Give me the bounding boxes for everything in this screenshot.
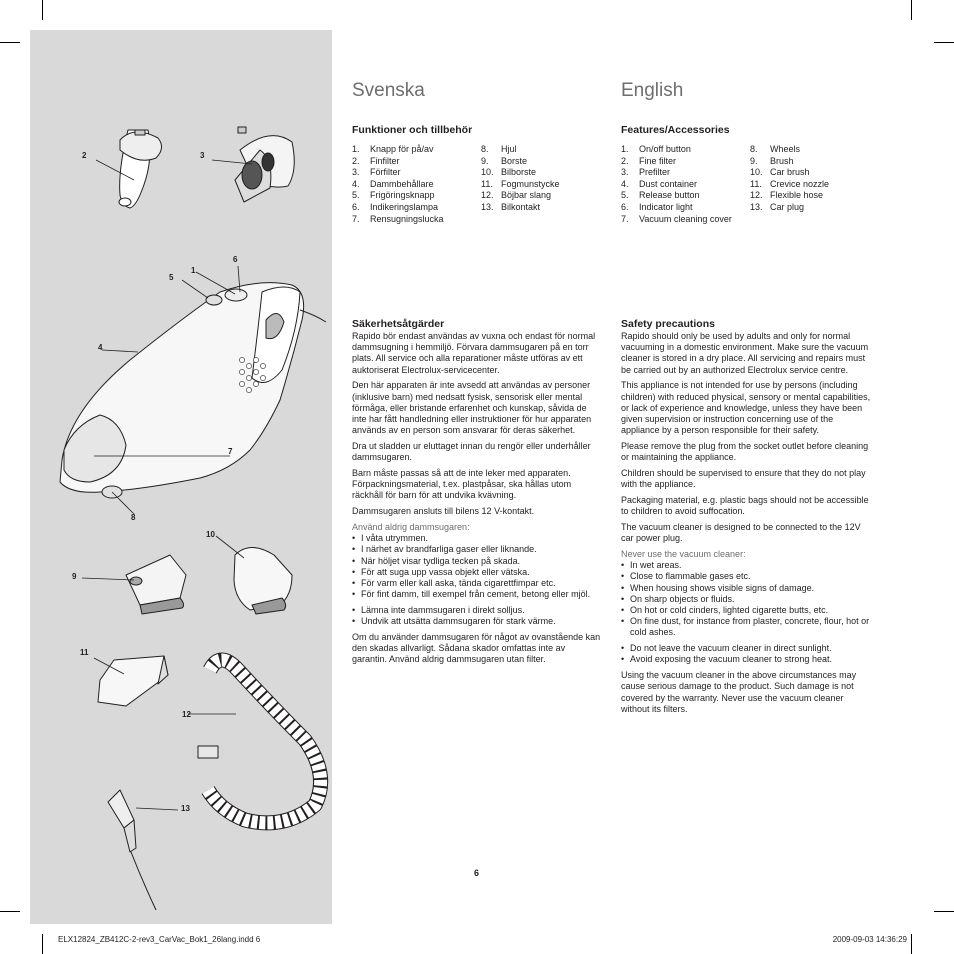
paragraph: Om du använder dammsugaren för något av ovanstående kan den skadas allvarligt. Sådana skador omfattas inte av garantin. Använd aldrig dammsugaren utan filter. (352, 632, 601, 665)
callout-3: 3 (200, 151, 205, 160)
svenska-features-list-right (481, 144, 560, 214)
never-use-heading: Never use the vacuum cleaner: (621, 549, 746, 560)
callout-8: 8 (131, 513, 136, 522)
english-safety-text (621, 331, 871, 720)
list-item: 7. Vacuum cleaning cover (621, 213, 732, 224)
paragraph: Using the vacuum cleaner in the above circumstances may cause serious damage to the product. Such damage is not covered by the warranty. Never use the vacuum cleaner without its filters. (621, 670, 857, 714)
list-item: 12. Böjbar slang (481, 190, 552, 201)
illustration-panel (30, 30, 332, 924)
prefilter-illustration (235, 127, 294, 202)
paragraph: This appliance is not intended for use by persons (including children) with reduced physical, sensory or mental capabilities, or lack of experience and knowledge, unless they have been given supervision or instruction concerning use of the appliance by a person responsible for their safety. (621, 380, 871, 436)
list-item: • För fint damm, till exempel från cement, betong eller mjöl. (352, 589, 602, 600)
crop-mark (934, 911, 954, 912)
callout-12: 12 (182, 710, 191, 719)
list-item: • On fine dust, for instance from plaster, concrete, flour, hot or cold ashes. (621, 616, 871, 638)
crop-mark (42, 0, 43, 20)
list-item: • När höljet visar tydliga tecken på skada. (352, 556, 602, 567)
bullet-list (352, 605, 602, 627)
list-item: 1. Knapp för på/av (352, 144, 434, 154)
list-item: 13. Car plug (750, 201, 805, 212)
page-number: 6 (474, 868, 480, 878)
list-item: 3. Förfilter (352, 167, 401, 178)
list-item: • In wet areas. (621, 560, 871, 571)
list-item: 3. Prefilter (621, 167, 671, 178)
paragraph: Rapido bör endast användas av vuxna och endast för normal dammsugning i hemmiljö. Förvara dammsugaren på en torr plats. All service och alla reparationer måste utföras av ett auktoriserat Electrolux-servicecenter. (352, 331, 596, 375)
list-item: • Do not leave the vacuum cleaner in direct sunlight. (621, 643, 871, 654)
list-item: 11. Crevice nozzle (750, 178, 830, 189)
list-item: 4. Dust container (621, 178, 698, 189)
paragraph: Dra ut sladden ur eluttaget innan du rengör eller underhåller dammsugaren. (352, 441, 591, 463)
list-item: • Lämna inte dammsugaren i direkt solljus. (352, 605, 602, 616)
svenska-features-list-left (352, 144, 444, 225)
crop-mark (934, 42, 954, 43)
list-item: 7. Rensugningslucka (352, 213, 444, 224)
callout-4: 4 (98, 343, 103, 352)
list-item: 9. Borste (481, 155, 528, 166)
callout-5: 5 (169, 273, 174, 282)
svenska-safety-text (352, 331, 602, 670)
flexible-hose-illustration (198, 660, 321, 823)
list-item: 12. Flexible hose (750, 190, 824, 201)
crop-mark (911, 934, 912, 954)
fine-filter-illustration (119, 130, 162, 208)
list-item: 9. Brush (750, 155, 794, 166)
footer-timestamp: 2009-09-03 14:36:29 (832, 935, 907, 944)
list-item: 10. Car brush (750, 167, 810, 178)
callout-7: 7 (228, 447, 233, 456)
callout-11: 11 (80, 648, 89, 657)
paragraph: Rapido should only be used by adults and only for normal vacuuming in a domestic environment. Make sure the vacuum cleaner is stored in a dry place. All servicing and repairs must be carried out by an authorized Electrolux service centre. (621, 331, 869, 375)
vacuum-body-illustration (60, 283, 326, 498)
callout-10: 10 (206, 530, 215, 539)
crevice-nozzle-illustration (98, 656, 168, 706)
list-item: • Close to flammable gases etc. (621, 571, 871, 582)
list-item: • Undvik att utsätta dammsugaren för stark värme. (352, 616, 602, 627)
paragraph: Please remove the plug from the socket outlet before cleaning or maintaining the appliance. (621, 441, 869, 463)
callout-6: 6 (233, 255, 238, 264)
svenska-title: Svenska (352, 80, 425, 101)
list-item: • On sharp objects or fluids. (621, 594, 871, 605)
callout-9: 9 (72, 572, 77, 581)
english-features-list-right (750, 144, 829, 214)
list-item: 6. Indicator light (621, 201, 693, 212)
list-item: 11. Fogmunstycke (481, 178, 560, 189)
list-item: • Avoid exposing the vacuum cleaner to strong heat. (621, 654, 871, 665)
english-features-list-left (621, 144, 732, 225)
list-item: 4. Dammbehållare (352, 178, 434, 189)
never-use-heading: Använd aldrig dammsugaren: (352, 522, 470, 533)
english-title: English (621, 80, 684, 101)
list-item: 2. Finfilter (352, 155, 400, 166)
list-item: 5. Frigöringsknapp (352, 190, 435, 201)
paragraph: Dammsugaren ansluts till bilens 12 V-kontakt. (352, 506, 535, 517)
list-item: • I våta utrymmen. (352, 533, 602, 544)
crop-mark (0, 911, 20, 912)
list-item: 8. Hjul (481, 144, 517, 154)
list-item: 1. On/off button (621, 144, 691, 154)
list-item: 8. Wheels (750, 144, 801, 154)
brush-illustration (126, 555, 186, 614)
english-features-heading: Features/Accessories (621, 124, 730, 136)
paragraph: Packaging material, e.g. plastic bags should not be accessible to children to avoid suffocation. (621, 495, 869, 517)
list-item: • För att suga upp vassa objekt eller vätska. (352, 567, 602, 578)
footer-filename: ELX12824_ZB412C-2-rev3_CarVac_Bok1_26lang.indd 6 (58, 935, 261, 944)
paragraph: Den här apparaten är inte avsedd att användas av personer (inklusive barn) med nedsatt fysisk, sensorisk eller mental förmåga, eller bristande erfarenhet och kunskap, såvida de inte har fått handledning eller instruktioner för hur apparaten används av en person som ansvarar för deras säkerhet. (352, 380, 592, 436)
bullet-list (621, 643, 871, 665)
bullet-list (352, 533, 602, 600)
bullet-list (621, 560, 871, 638)
paragraph: The vacuum cleaner is designed to be connected to the 12V car power plug. (621, 522, 861, 544)
svenska-safety-heading: Säkerhetsåtgärder (352, 318, 445, 330)
callout-1: 1 (191, 266, 196, 275)
list-item: • On hot or cold cinders, lighted cigarette butts, etc. (621, 605, 871, 616)
list-item: 2. Fine filter (621, 155, 677, 166)
list-item: 10. Bilborste (481, 167, 537, 178)
list-item: • För varm eller kall aska, tända cigarettfimpar etc. (352, 578, 602, 589)
list-item: • I närhet av brandfarliga gaser eller liknande. (352, 544, 602, 555)
list-item: 6. Indikeringslampa (352, 201, 439, 212)
crop-mark (42, 934, 43, 954)
crop-mark (0, 42, 20, 43)
list-item: • When housing shows visible signs of damage. (621, 583, 871, 594)
list-item: 5. Release button (621, 190, 700, 201)
car-plug-illustration (108, 790, 156, 910)
paragraph: Children should be supervised to ensure that they do not play with the appliance. (621, 468, 866, 490)
svenska-features-heading: Funktioner och tillbehör (352, 124, 473, 136)
product-illustrations (30, 30, 332, 924)
crop-mark (911, 0, 912, 20)
english-safety-heading: Safety precautions (621, 318, 715, 330)
callout-13: 13 (181, 804, 190, 813)
callout-2: 2 (82, 151, 87, 160)
list-item: 13. Bilkontakt (481, 201, 541, 212)
paragraph: Barn måste passas så att de inte leker med apparaten. Förpackningsmaterial, t.ex. plastpåsar, ska hållas utom räckhåll för barn för att undvika kvävning. (352, 468, 572, 501)
